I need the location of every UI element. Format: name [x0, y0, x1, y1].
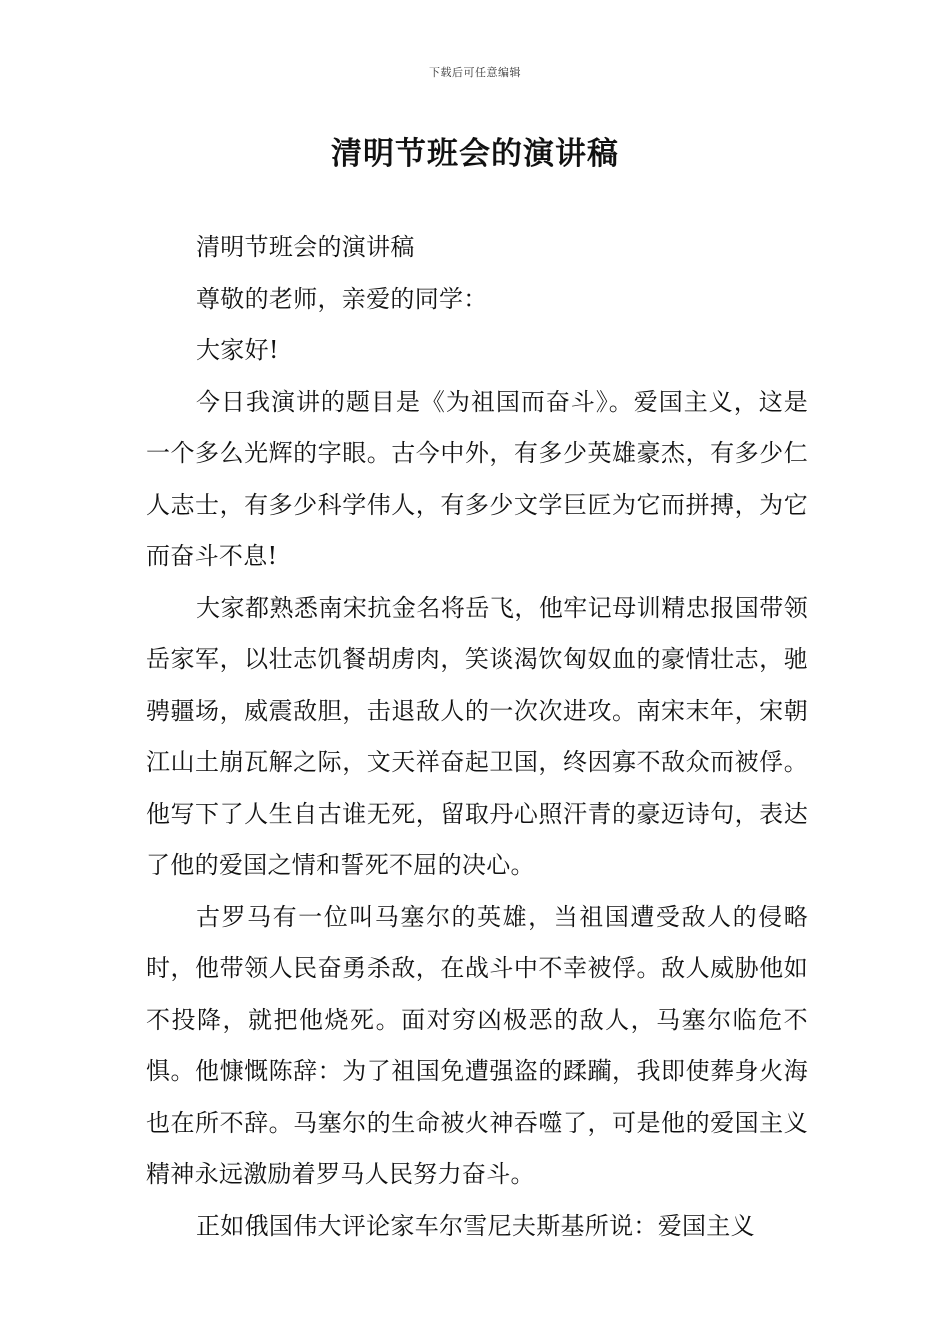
- paragraph-marcel: 古罗马有一位叫马塞尔的英雄，当祖国遭受敌人的侵略时，他带领人民奋勇杀敌，在战斗中不幸被俘。敌人威胁他如不投降，就把他烧死。面对穷凶极恶的敌人，马塞尔临危不惧。他慷慨陈辞：为了祖国免遭强盗的蹂躏，我即使葬身火海也在所不辞。马塞尔的生命被火神吞噬了，可是他的爱国主义精神永远激励着罗马人民努力奋斗。: [146, 902, 808, 1188]
- paragraph-subtitle: 清明节班会的演讲稿: [196, 233, 415, 261]
- document-body: [146, 222, 808, 1252]
- paragraph-quote: 正如俄国伟大评论家车尔雪尼夫斯基所说：爱国主义: [196, 1211, 755, 1240]
- paragraph-salutation: 尊敬的老师，亲爱的同学：: [196, 284, 488, 313]
- paragraph-greeting: 大家好!: [196, 336, 279, 364]
- paragraph-intro: 今日我演讲的题目是《为祖国而奋斗》。爱国主义，这是一个多么光辉的字眼。古今中外，有多少英雄豪杰，有多少仁人志士，有多少科学伟人，有多少文学巨匠为它而拼搏，为它而奋斗不息!: [146, 387, 808, 570]
- paragraph-yuefei: 大家都熟悉南宋抗金名将岳飞，他牢记母训精忠报国带领岳家军，以壮志饥餐胡虏肉，笑谈渴饮匈奴血的豪情壮志，驰骋疆场，威震敌胆，击退敌人的一次次进攻。南宋末年，宋朝江山土崩瓦解之际，文天祥奋起卫国，终因寡不敌众而被俘。他写下了人生自古谁无死，留取丹心照汗青的豪迈诗句，表达了他的爱国之情和誓死不屈的决心。: [146, 593, 808, 879]
- header-note: 下载后可任意编辑: [429, 66, 521, 79]
- document-title: 清明节班会的演讲稿: [331, 136, 619, 172]
